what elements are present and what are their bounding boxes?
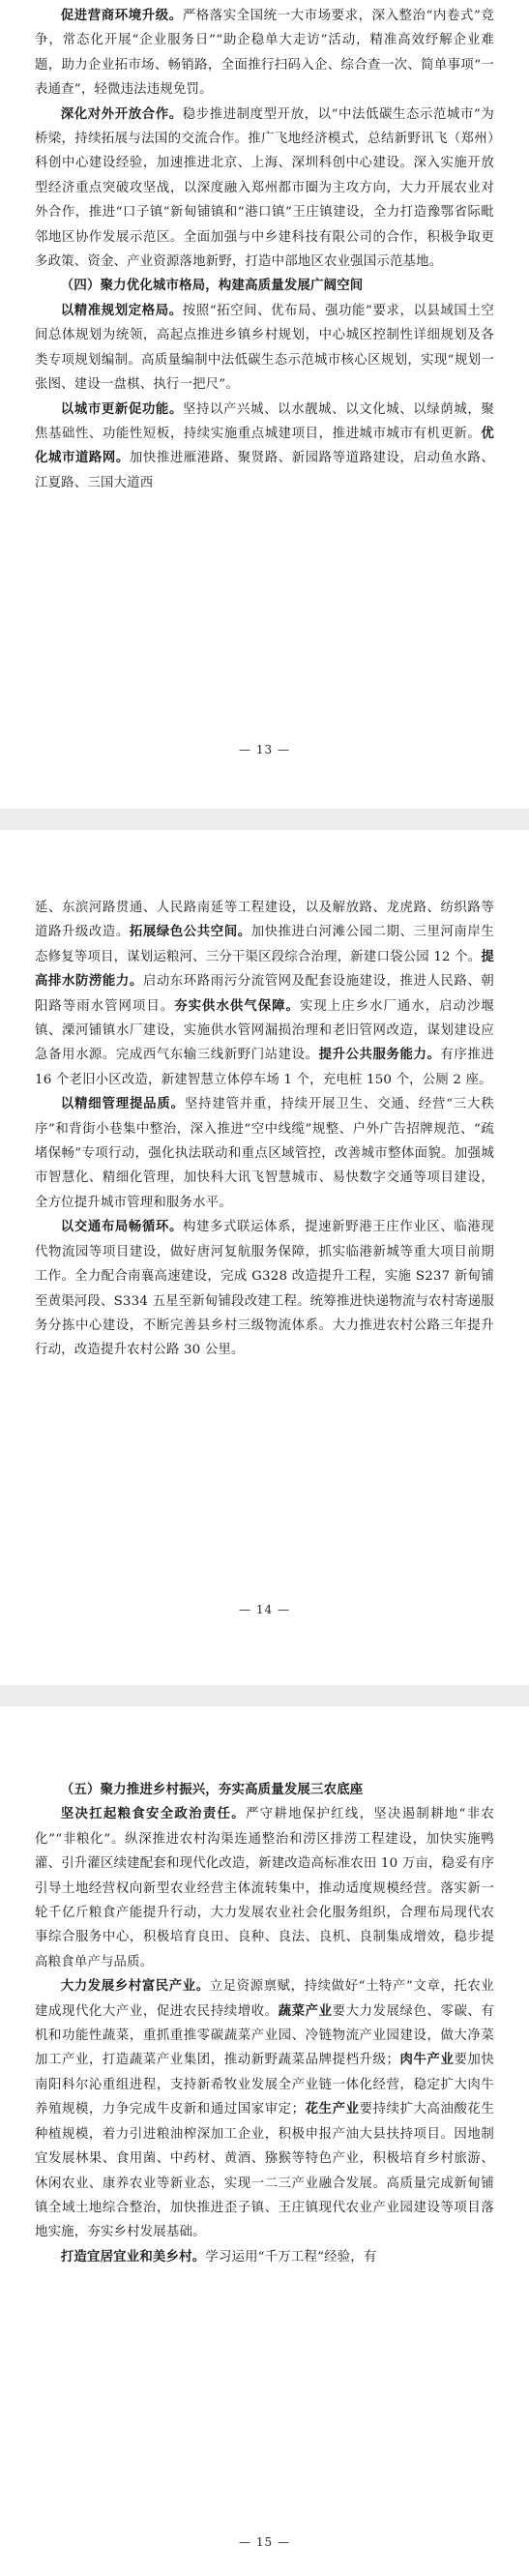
page-number: — 15 —: [239, 2535, 290, 2549]
document-page-15: [0, 1706, 529, 2576]
paragraph: 促进营商环境升级。严格落实全国统一大市场要求，深入整治“内卷式”竞争，常态化开展“企业服务日”“助企稳单大走访”活动，精准高效纾解企业难题，助力企业拓市场、畅销路，全面推行扫码入企、综合查一次、简单事项“一表通查”，轻微违法违规免罚。: [35, 8, 494, 98]
page-body: [35, 4, 494, 495]
page-body: [35, 896, 494, 1363]
paragraph: 以精细管理提品质。坚持建管并重，持续开展卫生、交通、经营“三大秩序”和背街小巷集中整治，深入推进“空中线缆”规整、户外广告招牌规范、“疏堵保畅”专项行动，强化执法联动和重点区域管控，改善城市整体面貌。加强城市智慧化、精细化管理，加快科大讯飞智慧城市、易快数字交通等项目建设，全方位提升城市管理和服务水平。: [35, 1096, 494, 1210]
document-page-14: [0, 830, 529, 1685]
section-heading: （五）聚力推进乡村振兴，夯实高质量发展三农底座: [60, 1782, 364, 1797]
page-number: — 14 —: [239, 1603, 290, 1616]
document-page-13: [0, 0, 529, 809]
page-body: [35, 1778, 494, 2269]
section-heading: （四）聚力优化城市格局，构建高质量发展广阔空间: [60, 278, 364, 294]
paragraph: 以城市更新促功能。坚持以产兴城、以水靓城、以文化城、以绿荫城，聚焦基础性、功能性短板，持续实施重点城建项目，推进城市城市有机更新。优化城市道路网。加快推进雁港路、聚贤路、新园路等道路建设，启动鱼水路、江夏路、三国大道西: [35, 400, 494, 490]
paragraph: 以交通布局畅循环。构建多式联运体系，提速新野港王庄作业区、临港现代物流园等项目建设，做好唐河复航服务保障，抓实临港新城等重大项目前期工作。全力配合南襄高速建设，完成 G328 改造提升工程，实施 S237 新甸铺至黄渠河段、S334 五星至新甸铺段改建工程。统筹推进快递物流与农村寄递服务分拣中心建设，不断完善县乡村三级物流体系。大力推进农村公路三年提升行动，改造提升农村公路 30 公里。: [35, 1219, 494, 1358]
paragraph: 深化对外开放合作。稳步推进制度型开放，以“中法低碳生态示范城市”为桥梁，持续拓展与法国的交流合作。推广飞地经济模式，总结新野讯飞（郑州）科创中心建设经验，加速推进北京、上海、深圳科创中心建设。深入实施开放型经济重点突破攻坚战，以深度融入郑州都市圈为主攻方向，大力开展农业对外合作，推进“口子镇”新甸铺镇和“港口镇”王庄镇建设，全力打造豫鄂省际毗邻地区协作发展示范区。全面加强与中乡建科技有限公司的合作，积极争取更多政策、资金、产业资源落地新野，打造中部地区农业强国示范基地。: [35, 105, 494, 270]
paragraph: 以精准规划定格局。按照“拓空间、优布局、强功能”要求，以县域国土空间总体规划为统领，高起点推进乡镇乡村规划，中心城区控制性详细规划及各类专项规划编制。高质量编制中法低碳生态示范城市核心区规划，实现“规划一张图、建设一盘棋、执行一把尺”。: [35, 302, 494, 393]
paragraph-continued: 延、东滨河路贯通、人民路南延等工程建设，以及解放路、龙虎路、纺织路等道路升级改造。拓展绿色公共空间。加快推进白河滩公园二期、三里河南岸生态修复等项目，谋划运粮河、三分干渠区段综合治理，新建口袋公园 12 个。提高排水防涝能力。启动东环路雨污分流管网及配套设施建设，推进人民路、朝阳路等雨水管网项目。夯实供水供气保障。实现上庄乡水厂通水，启动沙堰镇、溧河铺镇水厂建设，实施供水管网漏损治理和老旧管网改造，谋划建设应急备用水源。完成西气东输三线新野门站建设。提升公共服务能力。有序推进 16 个老旧小区改造，新建智慧立体停车场 1 个，充电桩 150 个，公厕 2 座。: [35, 901, 494, 1087]
paragraph: 大力发展乡村富民产业。立足资源禀赋，持续做好“土特产”文章，托农业建成现代化大产业，促进农民持续增收。蔬菜产业要大力发展绿色、零碳、有机和功能性蔬菜，重抓重推零碳蔬菜产业园、冷链物流产业园建设，做大净菜加工产业，打造蔬菜产业集团，推动新野蔬菜品牌提档升级；肉牛产业要加快南阳科尔沁重组进程，支持新希牧业发展全产业链一体化经营，稳定扩大肉牛养殖规模，力争完成牛皮新和通过国家审定；花生产业要持续扩大高油酸花生种植规模，着力引进粮油榨深加工企业，积极申报产油大县扶持项目。因地制宜发展林果、食用菌、中药材、黄酒、猕猴等特色产业，积极培育乡村旅游、休闲农业、康养农业等新业态，实现一二三产业融合发展。高质量完成新甸铺镇全域土地综合整治，加快推进歪子镇、王庄镇现代农业产业园建设等项目落地实施，夯实乡村发展基础。: [35, 1978, 495, 2240]
page-number: — 13 —: [239, 743, 290, 756]
paragraph: 坚决扛起粮食安全政治责任。严守耕地保护红线，坚决遏制耕地“非农化”“非粮化”。纵深推进农村沟渠连通整治和涝区排涝工程建设，加快实施鸭灌、引升灌区续建配套和现代化改造，新建改造高标准农田 10 万亩，稳妥有序引导土地经营权向新型农业经营主体流转集中，推动适度规模经营。落实新一轮千亿斤粮食产能提升行动，大力发展农业社会化服务组织，合理布局现代农事综合服务中心，积极培育良田、良种、良法、良机、良制集成增效，稳步提高粮食单产与品质。: [35, 1806, 494, 1969]
paragraph: 打造宜居宜业和美乡村。学习运用“千万工程”经验，有: [60, 2248, 377, 2265]
